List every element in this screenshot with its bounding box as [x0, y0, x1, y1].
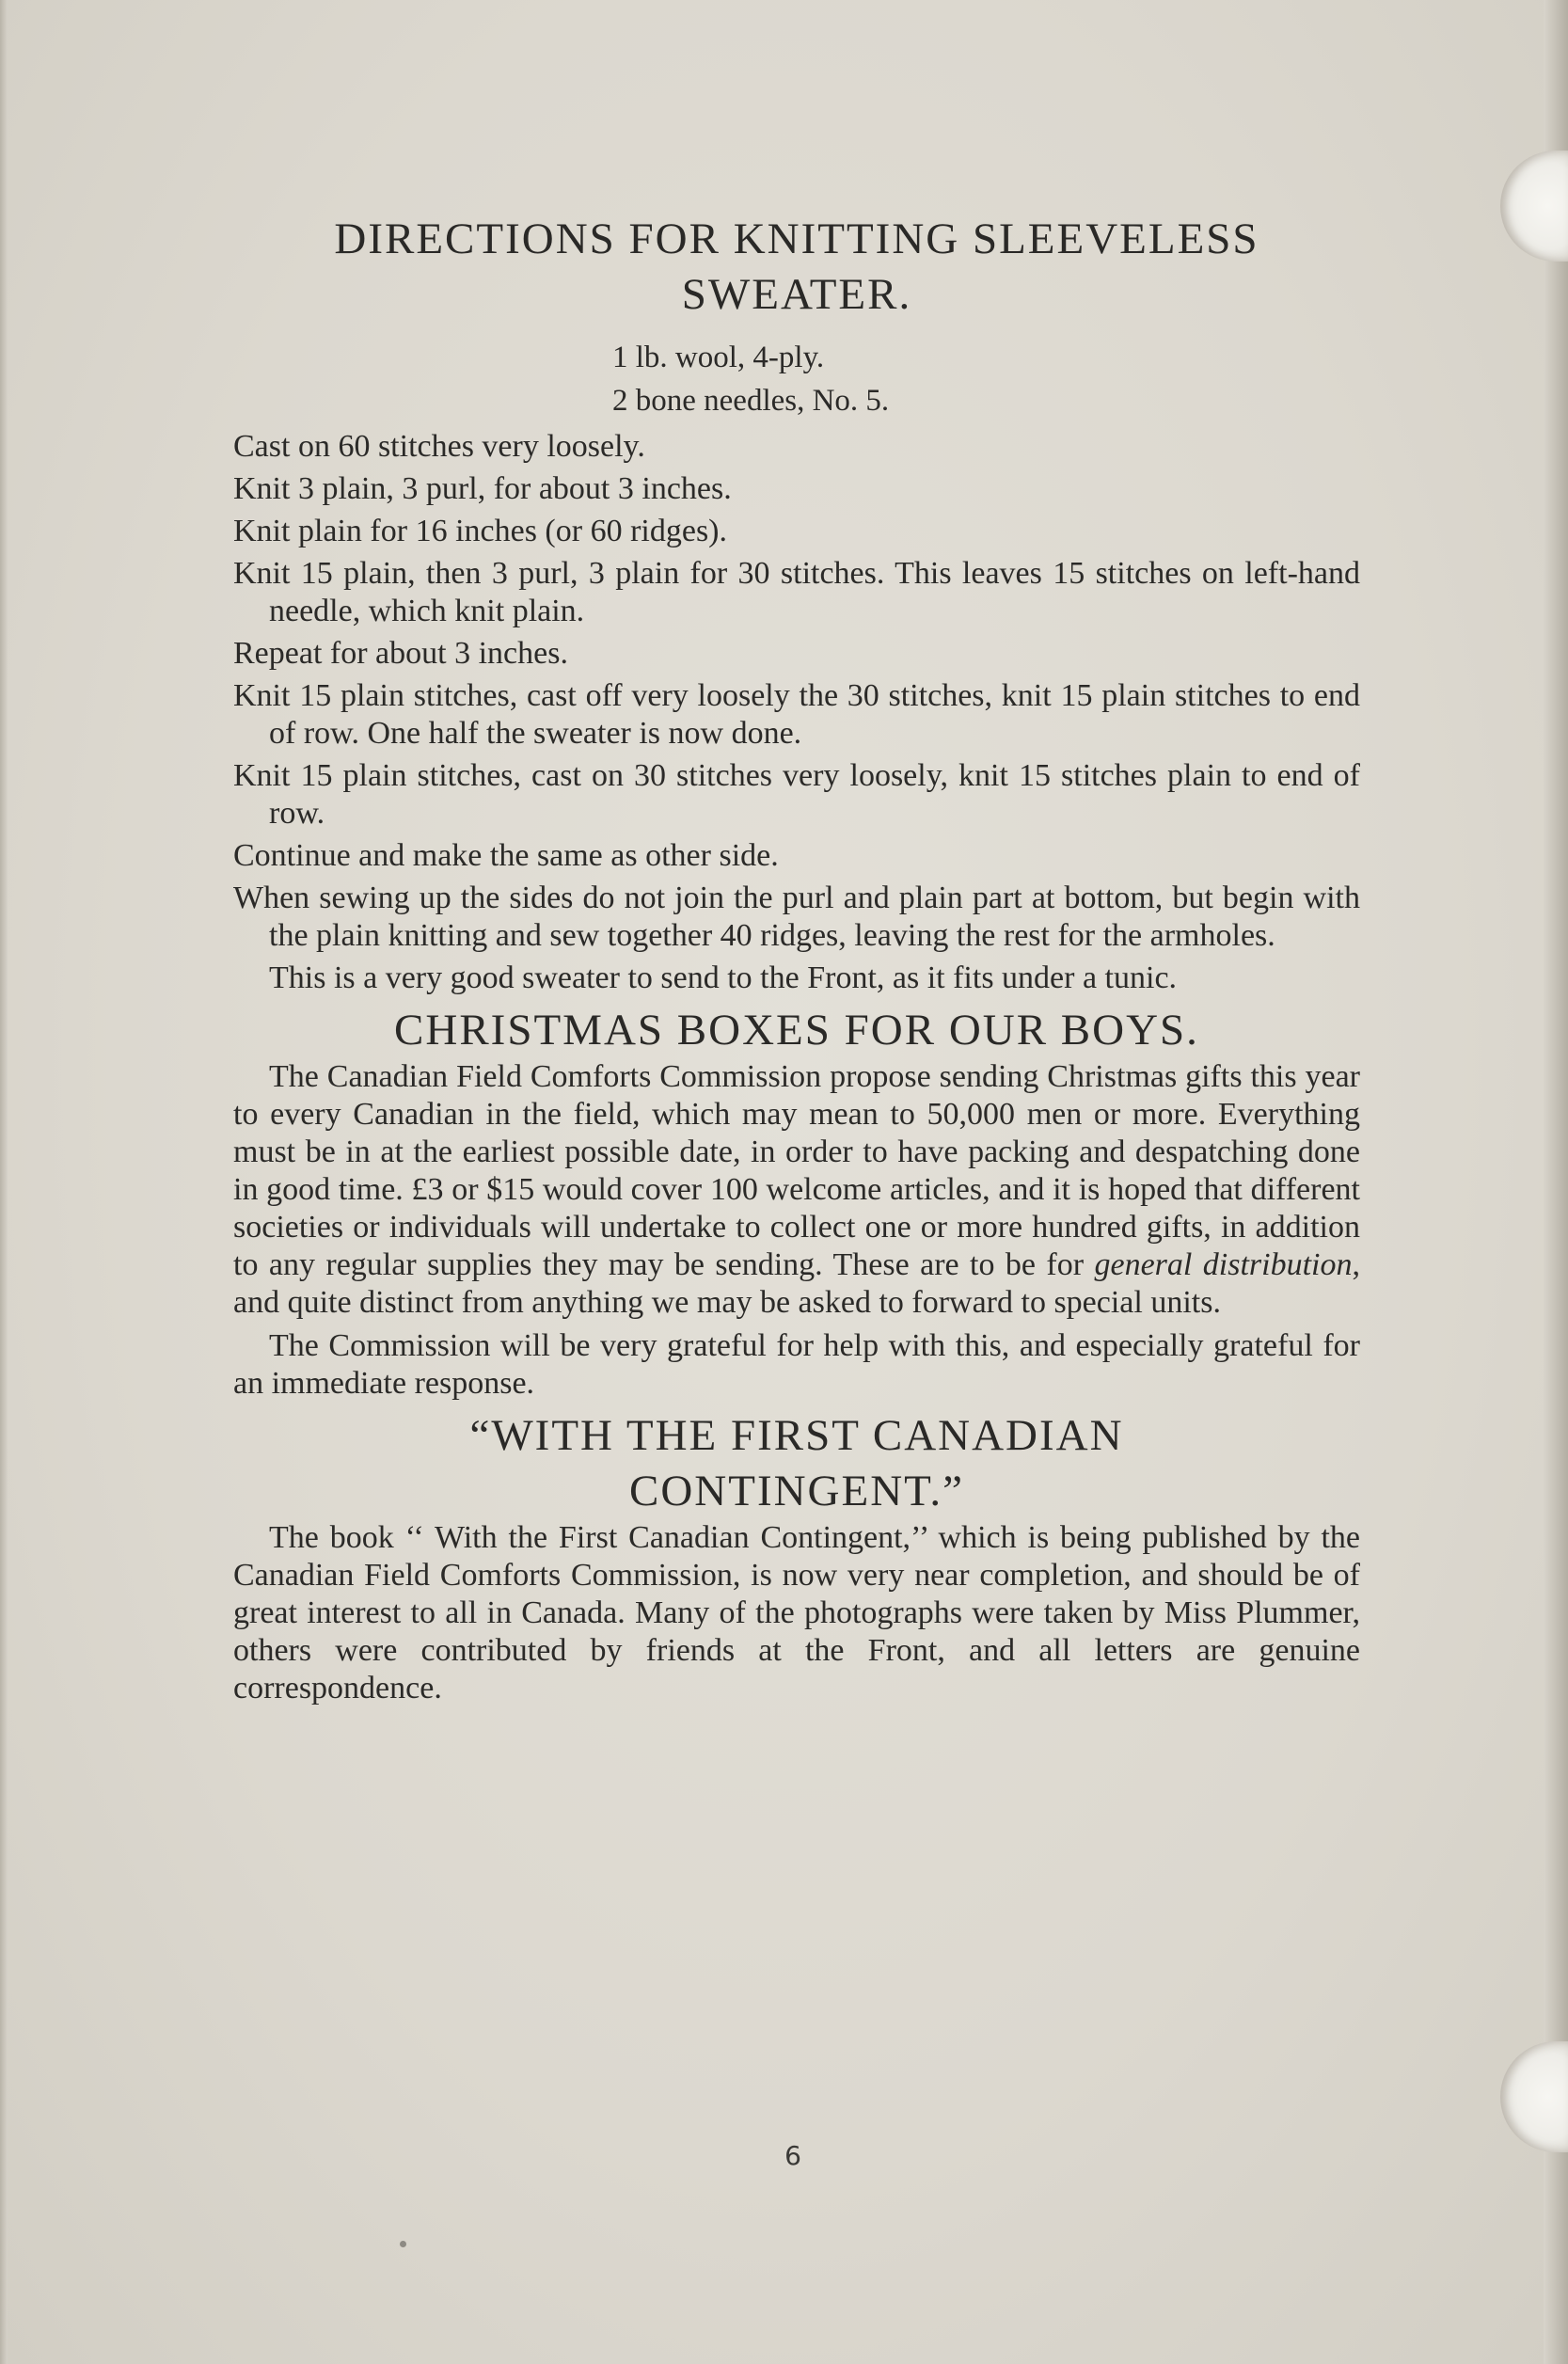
- sweater-note: This is a very good sweater to send to the Front, as it fits under a tunic.: [269, 960, 1178, 995]
- title-line-1: DIRECTIONS FOR KNITTING SLEEVELESS: [334, 214, 1259, 263]
- title-line-1: “WITH THE FIRST CANADIAN: [469, 1411, 1124, 1460]
- knitting-directions-title: [233, 212, 1360, 323]
- page-number: 6: [784, 2140, 801, 2171]
- page-right-edge: [1544, 0, 1568, 2364]
- material-item: 2 bone needles, No. 5.: [612, 384, 890, 418]
- christmas-boxes-title: CHRISTMAS BOXES FOR OUR BOYS.: [394, 1006, 1199, 1055]
- emphasis-text: general distribution: [1094, 1247, 1353, 1282]
- christmas-boxes-paragraph-2: The Commission will be very grateful for help with this, and especially grateful for an immediate response.: [233, 1328, 1360, 1401]
- knitting-step: Knit 3 plain, 3 purl, for about 3 inches.: [233, 471, 732, 506]
- knitting-steps: [233, 428, 1360, 955]
- paragraph-text: The Canadian Field Comforts Commission propose sending Christmas gifts this year to every Canadian in the field, which may mean to 50,000 men or more. Everything must be in at the earliest possible date, in order to have packing and despatching done in good time. £3 or $15 would cover 100 welcome articles, and it is hoped that different societies or individuals will undertake to collect one or more hundred gifts, in addition to any regular supplies they may be sending. These are to be for: [233, 1059, 1360, 1282]
- knitting-step: Continue and make the same as other side.: [233, 838, 779, 873]
- punch-hole-top: [1500, 151, 1568, 262]
- page-left-edge: [0, 0, 8, 2364]
- title-line-2: SWEATER.: [681, 270, 912, 319]
- christmas-boxes-paragraph-1: [233, 1058, 1360, 1322]
- first-contingent-title: [233, 1408, 1360, 1519]
- materials-list: [612, 336, 1360, 422]
- knitting-step: When sewing up the sides do not join the purl and plain part at bottom, but begin with the plain knitting and sew together 40 ridges, leaving the rest for the armholes.: [233, 881, 1360, 953]
- knitting-step: Knit plain for 16 inches (or 60 ridges).: [233, 514, 727, 548]
- paragraph-text: , and quite distinct from anything we may be asked to forward to special units.: [233, 1247, 1360, 1320]
- knitting-step: Repeat for about 3 inches.: [233, 636, 568, 671]
- knitting-step: Knit 15 plain stitches, cast off very loosely the 30 stitches, knit 15 plain stitches to end of row. One half the sweater is now done.: [233, 678, 1360, 751]
- text-column: [233, 212, 1360, 1713]
- punch-hole-bottom: [1500, 2041, 1568, 2152]
- material-item: 1 lb. wool, 4-ply.: [612, 341, 825, 374]
- title-line-2: CONTINGENT.”: [629, 1467, 964, 1515]
- knitting-step: Cast on 60 stitches very loosely.: [233, 429, 645, 464]
- first-contingent-paragraph: The book ‘‘ With the First Canadian Contingent,’’ which is being published by the Canadian Field Comforts Commission, is now very near completion, and should be of great interest to all in Canada. Many of the photographs were taken by Miss Plummer, others were contributed by friends at the Front, and all letters are genuine correspondence.: [233, 1520, 1360, 1706]
- knitting-step: Knit 15 plain, then 3 purl, 3 plain for 30 stitches. This leaves 15 stitches on left-hand needle, which knit plain.: [233, 556, 1360, 628]
- paper-speck: [400, 2241, 406, 2247]
- knitting-step: Knit 15 plain stitches, cast on 30 stitches very loosely, knit 15 stitches plain to end of row.: [233, 758, 1360, 831]
